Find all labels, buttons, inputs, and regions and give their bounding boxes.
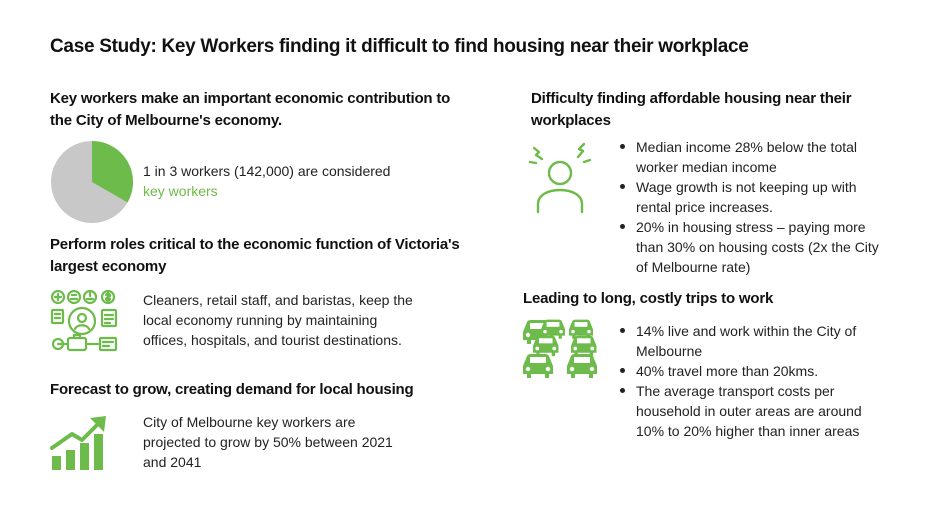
bullet-line: 10% to 20% higher than inner areas bbox=[636, 423, 860, 439]
stat-highlight: key workers bbox=[143, 183, 218, 199]
bullet-line: rental price increases. bbox=[636, 199, 773, 215]
housing-difficulty-list bbox=[620, 137, 920, 277]
bullet-line: 20% in housing stress – paying more bbox=[636, 219, 866, 235]
bullet-line: worker median income bbox=[636, 159, 777, 175]
bullet-line: 40% travel more than 20kms. bbox=[636, 363, 819, 379]
growth-bar bbox=[52, 456, 61, 470]
bullet-line: Melbourne bbox=[636, 343, 703, 359]
bullet-item bbox=[620, 177, 920, 217]
key-workers-stat bbox=[143, 161, 390, 201]
bullet-item bbox=[620, 381, 920, 441]
bullet-line: Median income 28% below the total bbox=[636, 139, 858, 155]
bullet-item bbox=[620, 217, 920, 277]
bullet-line: household in outer areas are around bbox=[636, 403, 862, 419]
bullet-item bbox=[620, 137, 920, 177]
text-line: and 2041 bbox=[143, 454, 202, 470]
section-heading-housing-difficulty bbox=[531, 88, 851, 132]
bullet-line: than 30% on housing costs (2x the City bbox=[636, 239, 879, 255]
critical-roles-text bbox=[143, 290, 413, 350]
text-line: offices, hospitals, and tourist destinations. bbox=[143, 332, 402, 348]
growth-chart-icon bbox=[50, 414, 110, 472]
page-title: Case Study: Key Workers finding it difficult to find housing near their workplace bbox=[50, 36, 749, 57]
text-line: local economy running by maintaining bbox=[143, 312, 378, 328]
growth-bar bbox=[94, 434, 103, 470]
section-heading-long-trips: Leading to long, costly trips to work bbox=[523, 290, 774, 307]
traffic-cars-icon bbox=[523, 318, 607, 380]
text-line: City of Melbourne key workers are bbox=[143, 414, 356, 430]
section-heading-forecast: Forecast to grow, creating demand for local housing bbox=[50, 381, 414, 398]
heading-line: Difficulty finding affordable housing near their bbox=[531, 90, 852, 107]
heading-line: Perform roles critical to the economic function of Victoria's bbox=[50, 236, 460, 253]
text-line: Cleaners, retail staff, and baristas, keep the bbox=[143, 292, 413, 308]
pie-chart-icon bbox=[50, 140, 134, 224]
forecast-text bbox=[143, 412, 393, 472]
heading-line: the City of Melbourne's economy. bbox=[50, 112, 282, 129]
growth-bar bbox=[66, 450, 75, 470]
growth-bar bbox=[80, 443, 89, 470]
bullet-line: 14% live and work within the City of bbox=[636, 323, 857, 339]
stressed-person-icon bbox=[528, 140, 592, 214]
heading-line: largest economy bbox=[50, 258, 167, 275]
long-trips-list bbox=[620, 321, 920, 441]
heading-line: Key workers make an important economic contribution to bbox=[50, 90, 451, 107]
worker-roles-icon bbox=[50, 290, 120, 352]
bullet-item bbox=[620, 361, 920, 381]
heading-line: workplaces bbox=[531, 112, 611, 129]
bullet-item bbox=[620, 321, 920, 361]
bullet-line: Wage growth is not keeping up with bbox=[636, 179, 857, 195]
section-heading-critical-roles bbox=[50, 234, 460, 278]
bullet-line: of Melbourne rate) bbox=[636, 259, 751, 275]
section-heading-economic-contribution bbox=[50, 88, 450, 132]
stat-line: 1 in 3 workers (142,000) are considered bbox=[143, 163, 391, 179]
text-line: projected to grow by 50% between 2021 bbox=[143, 434, 393, 450]
bullet-line: The average transport costs per bbox=[636, 383, 835, 399]
